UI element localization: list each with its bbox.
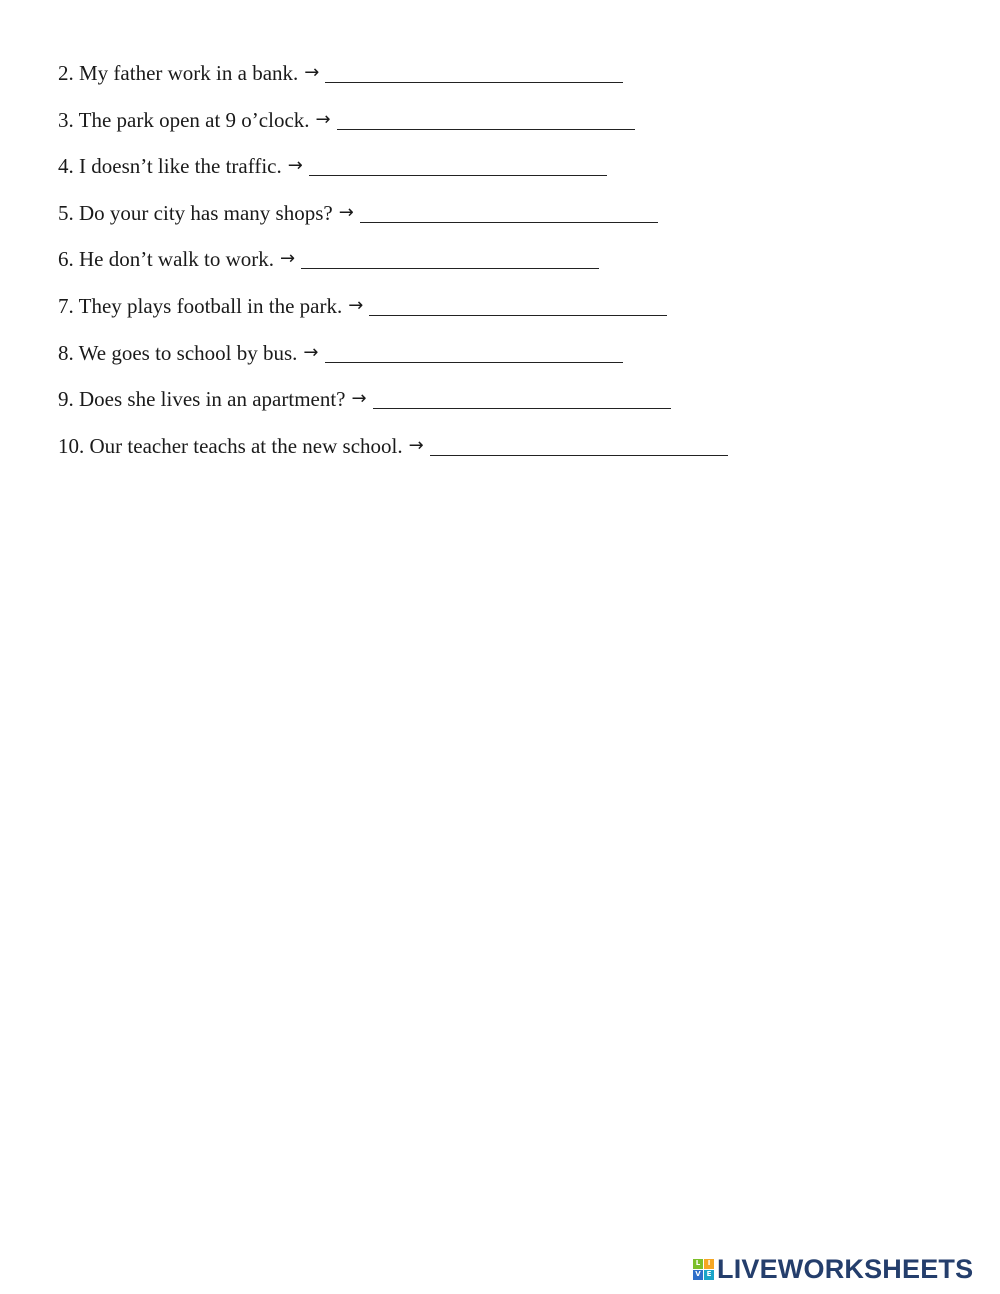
sentence-text: 7. They plays football in the park. [58, 293, 343, 318]
exercise-item-9 [58, 384, 958, 431]
answer-blank-8[interactable] [325, 338, 623, 363]
exercise-item-2 [58, 58, 958, 105]
sentence-text: 4. I doesn’t like the traffic. [58, 154, 282, 179]
sentence-text: 10. Our teacher teachs at the new school. [58, 433, 403, 458]
sentence-text: 6. He don’t walk to work. [58, 247, 274, 272]
exercise-item-6 [58, 244, 958, 291]
arrow-icon: → [338, 201, 354, 223]
sentence-text: 3. The park open at 9 o’clock. [58, 107, 310, 132]
arrow-icon: → [348, 294, 364, 316]
worksheet-exercise-list [58, 58, 958, 477]
sentence-text: 5. Do your city has many shops? [58, 200, 333, 225]
sentence-text: 8. We goes to school by bus. [58, 340, 298, 365]
logo-mark-cell: E [704, 1270, 714, 1280]
answer-blank-7[interactable] [369, 291, 667, 316]
logo-wordmark: LIVEWORKSHEETS [717, 1254, 974, 1284]
exercise-item-4 [58, 151, 958, 198]
answer-blank-4[interactable] [309, 151, 607, 176]
arrow-icon: → [303, 341, 319, 363]
answer-blank-3[interactable] [337, 105, 635, 130]
exercise-item-3 [58, 105, 958, 152]
arrow-icon: → [304, 62, 320, 83]
sentence-text: 9. Does she lives in an apartment? [58, 387, 346, 412]
arrow-icon: → [280, 248, 296, 270]
answer-blank-10[interactable] [430, 431, 728, 456]
arrow-icon: → [287, 155, 303, 177]
liveworksheets-logo-icon [693, 1259, 714, 1280]
exercise-item-5 [58, 198, 958, 245]
logo-mark-cell: V [693, 1270, 703, 1280]
answer-blank-2[interactable] [325, 58, 623, 83]
exercise-item-7 [58, 291, 958, 338]
answer-blank-6[interactable] [301, 244, 599, 269]
logo-mark-cell: L [693, 1259, 703, 1269]
exercise-item-10 [58, 431, 958, 478]
arrow-icon: → [351, 388, 367, 410]
answer-blank-9[interactable] [373, 384, 671, 409]
arrow-icon: → [315, 108, 331, 130]
answer-blank-5[interactable] [360, 198, 658, 223]
logo-mark-cell: I [704, 1259, 714, 1269]
sentence-text: 2. My father work in a bank. [58, 61, 299, 85]
liveworksheets-logo [693, 1253, 973, 1285]
exercise-item-8 [58, 338, 958, 385]
arrow-icon: → [408, 434, 424, 456]
